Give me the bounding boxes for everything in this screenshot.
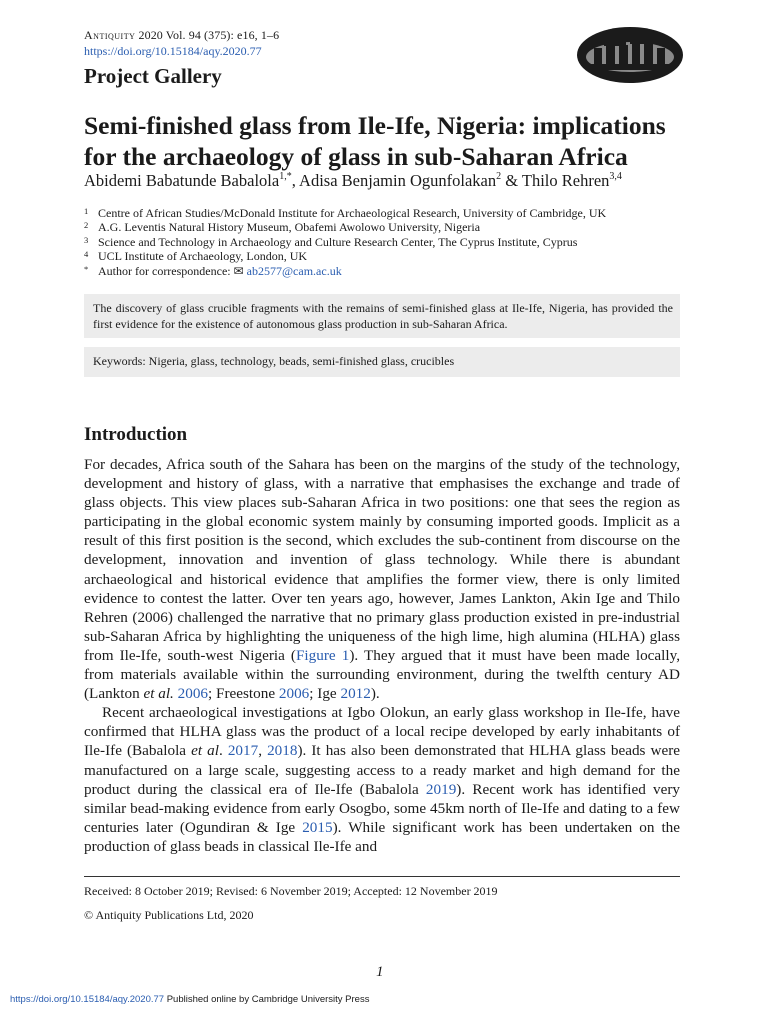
author-list: [84, 171, 622, 191]
affiliation-mark: 3: [84, 234, 89, 245]
author-affiliation-mark: 3,4: [609, 171, 622, 182]
author-name: Adisa Benjamin Ogunfolakan: [299, 171, 497, 190]
citation-link[interactable]: Figure 1: [295, 646, 350, 664]
affiliation-text: Centre of African Studies/McDonald Institute for Archaeological Research, University of Cambridge, UK: [98, 206, 607, 220]
correspondence-email-link[interactable]: ab2577@cam.ac.uk: [246, 263, 342, 278]
author-name: Thilo Rehren: [521, 171, 610, 190]
copyright-notice: © Antiquity Publications Ltd, 2020: [84, 908, 254, 922]
keywords-box: [84, 347, 680, 377]
author-separator: ,: [291, 171, 300, 190]
affiliation-mark: *: [84, 263, 89, 274]
publisher-line: [10, 994, 369, 1005]
journal-citation: [84, 28, 279, 43]
paragraph-1: For decades, Africa south of the Sahara has been on the margins of the study of the technology, development and history of glass, with a narrative that emphasises the exchange and trade of glass objects. This view places sub-Saharan Africa in two positions: one that sees the region as participating in the global economic system mainly by consuming imported goods. Implicit as a result of this first position is the second, which excludes the sub-continent from discourse on the development, innovation and invention of glass technology. While there is abundant archaeological and historical evidence that amplifies the former view, there is only limited evidence to contest the latter. Over ten years ago, however, James Lankton, Akin Ige and Thilo Rehren (2006) challenged the narrative that no primary glass production existed in pre-industrial sub-Saharan Africa by highlighting the uniqueness of the high lime, high alumina (HLHA) glass from Ile-Ife, south-west Nigeria (Figure 1). They argued that it must have been made locally, from materials available within the surrounding environment, during the twelfth century AD (Lankton et al. 2006; Freestone 2006; Ige 2012).: [84, 456, 680, 703]
affiliation-mark: 1: [84, 206, 89, 216]
abstract-text: The discovery of glass crucible fragments with the remains of semi-finished glass at Ile-Ife, Nigeria, has provided the first evidence for the existence of autonomous glass production in sub-Saharan Africa.: [93, 301, 673, 331]
affiliation-text: Science and Technology in Archaeology and Culture Research Center, The Cyprus Institute, Cyprus: [98, 234, 578, 249]
article-title: Semi-finished glass from Ile-Ife, Nigeria: implications for the archaeology of glass in sub-Saharan Africa: [84, 111, 666, 171]
affiliation-text: Author for correspondence: ✉ ab2577@cam.ac.uk: [98, 263, 342, 278]
body-text: [84, 455, 680, 856]
journal-volume: 2020 Vol. 94 (375): e16, 1–6: [135, 28, 280, 42]
italic-text: et al: [191, 742, 219, 760]
affiliation-row: [84, 206, 606, 220]
paragraph-2: Recent archaeological investigations at Igbo Olokun, an early glass workshop in Ile-Ife, have confirmed that HLHA glass was the product of a local recipe developed by early inhabitants of Ile-Ife (Babalola et al. 2017, 2018). It has also been demonstrated that HLHA glass beads were manufactured on a large scale, suggesting access to a ready market and high demand for the product during the classical era of Ile-Ife (Babalola 2019). Recent work has identified very similar bead-making evidence from early Osogbo, some 45km north of Ile-Ife and dating to a few centuries later (Ogundiran & Ige 2015). While significant work has been undertaken on the production of glass beads in classical Ile-Ife and: [84, 704, 681, 855]
affiliations-list: [84, 206, 606, 278]
author-affiliation-mark: 1,*: [279, 171, 292, 182]
citation-link[interactable]: 2006: [278, 685, 310, 703]
citation-link[interactable]: 2015: [302, 818, 333, 836]
keywords-text: Keywords: Nigeria, glass, technology, beads, semi-finished glass, crucibles: [93, 354, 455, 368]
section-heading-introduction: Introduction: [84, 424, 188, 445]
citation-link[interactable]: 2017: [227, 742, 259, 760]
author-name: Abidemi Babatunde Babalola: [84, 171, 280, 190]
citation-link[interactable]: 2012: [340, 685, 371, 703]
citation-link[interactable]: 2006: [177, 685, 209, 703]
citation-link[interactable]: 2019: [425, 780, 457, 798]
affiliation-text: A.G. Leventis Natural History Museum, Obafemi Awolowo University, Nigeria: [98, 220, 481, 235]
stonehenge-logo-icon: [576, 26, 684, 84]
italic-text: et al.: [143, 685, 174, 703]
author-separator: &: [501, 171, 522, 190]
publisher-note: Published online by Cambridge University Press: [164, 994, 370, 1005]
footer-divider: [84, 876, 680, 877]
affiliation-mark: 4: [84, 249, 89, 260]
section-label: Project Gallery: [84, 64, 222, 88]
affiliation-mark: 2: [84, 220, 89, 231]
citation-link[interactable]: 2018: [267, 742, 298, 760]
bottom-doi-link[interactable]: https://doi.org/10.15184/aqy.2020.77: [10, 994, 165, 1005]
affiliation-row: [84, 249, 606, 263]
received-dates: Received: 8 October 2019; Revised: 6 November 2019; Accepted: 12 November 2019: [84, 884, 498, 898]
page-number: 1: [376, 964, 384, 980]
affiliation-row: [84, 220, 606, 234]
affiliation-row: [84, 264, 606, 278]
affiliation-row: [84, 235, 606, 249]
author-affiliation-mark: 2: [496, 171, 502, 182]
journal-name: Antiquity: [84, 28, 136, 42]
doi-link[interactable]: https://doi.org/10.15184/aqy.2020.77: [84, 44, 262, 58]
affiliation-text: UCL Institute of Archaeology, London, UK: [98, 249, 308, 264]
abstract-box: [84, 294, 680, 338]
